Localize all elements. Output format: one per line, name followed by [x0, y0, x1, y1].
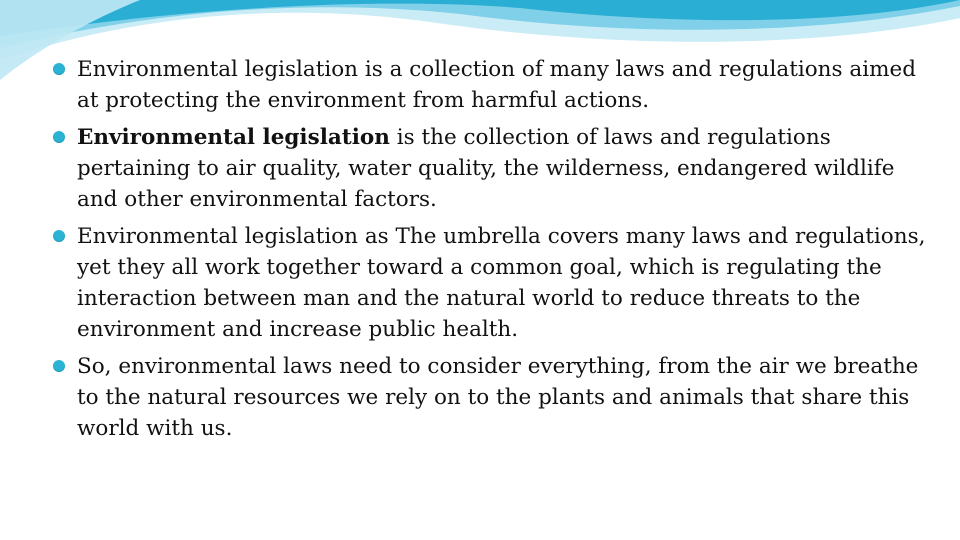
bullet-item: [50, 221, 930, 345]
bullet-item: [50, 122, 930, 215]
bullet-text: Environmental legislation is a collection of many laws and regulations aimed at protecting the environment from harmful actions.: [77, 57, 916, 113]
bullet-item: [50, 351, 930, 444]
bullet-dot-icon: [53, 131, 65, 143]
bullet-text: So, environmental laws need to consider everything, from the air we breathe to the natural resources we rely on to the plants and animals that share this world with us.: [77, 354, 919, 441]
bullet-dot-icon: [53, 360, 65, 372]
bullet-text: Environmental legislation as The umbrella covers many laws and regulations, yet they all work together toward a common goal, which is regulating the interaction between man and the natural world to reduce threats to the environment and increase public health.: [77, 224, 926, 342]
bullet-bold-term: Environmental legislation: [77, 125, 390, 150]
bullet-dot-icon: [53, 63, 65, 75]
bullet-text: is the collection of laws and regulations pertaining to air quality, water quality, the wilderness, endangered wildlife and other environmental factors.: [77, 125, 895, 212]
slide-content: [50, 54, 930, 450]
bullet-dot-icon: [53, 230, 65, 242]
bullet-item: [50, 54, 930, 116]
bullet-list: [50, 54, 930, 444]
